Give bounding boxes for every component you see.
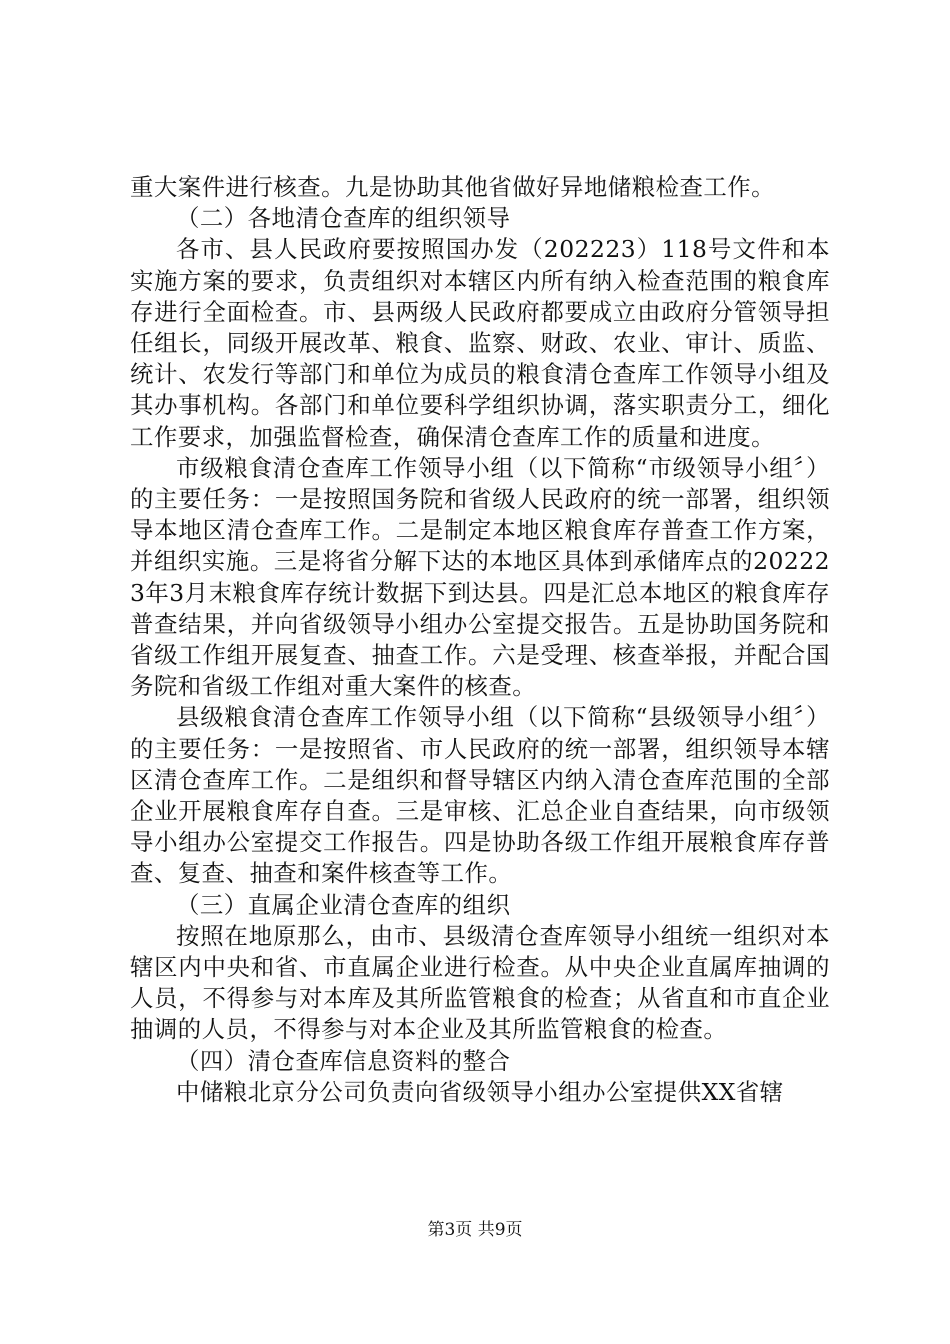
paragraph-local-organization: 各市、县人民政府要按照国办发（202223）118号文件和本实施方案的要求，负责组织对本辖区内所有纳入检查范围的粮食库存进行全面检查。市、县两级人民政府都要成立由政府分管领导担任组长，同级开展改革、粮食、监察、财政、农业、审计、质监、统计、农发行等部门和单位为成员的粮食清仓查库工作领导小组及其办事机构。各部门和单位要科学组织协调，落实职责分工，细化工作要求，加强监督检查，确保清仓查库工作的质量和进度。 (130, 235, 830, 451)
paragraph-information-integration: 中储粮北京分公司负责向省级领导小组办公室提供XX省辖 (176, 1077, 784, 1106)
paragraph-county-group-tasks: 县级粮食清仓查库工作领导小组（以下简称“县级领导小组〞）的主要任务：一是按照省、市人民政府的统一部署，组织领导本辖区清仓查库工作。二是组织和督导辖区内纳入清仓查库范围的全部企业开展粮食库存自查。三是审核、汇总企业自查结果，向市级领导小组办公室提交工作报告。四是协助各级工作组开展粮食库存普查、复查、抽查和案件核查等工作。 (130, 703, 830, 888)
paragraph-direct-enterprises: 按照在地原那么，由市、县级清仓查库领导小组统一组织对本辖区内中央和省、市直属企业进行检查。从中央企业直属库抽调的人员，不得参与对本库及其所监管粮食的检查；从省直和市直企业抽调的人员，不得参与对本企业及其所监管粮食的检查。 (130, 921, 830, 1044)
section-heading-4: （四）清仓查库信息资料的整合 (176, 1046, 511, 1075)
document-body (130, 172, 830, 1108)
section-heading-2: （二）各地清仓查库的组织领导 (176, 204, 511, 233)
paragraph-city-group-tasks: 市级粮食清仓查库工作领导小组（以下简称“市级领导小组〞）的主要任务：一是按照国务院和省级人民政府的统一部署，组织领导本地区清仓查库工作。二是制定本地区粮食库存普查工作方案，并组织实施。三是将省分解下达的本地区具体到承储库点的202223年3月末粮食库存统计数据下到达县。四是汇总本地区的粮食库存普查结果，并向省级领导小组办公室提交报告。五是协助国务院和省级工作组开展复查、抽查工作。六是受理、核查举报，并配合国务院和省级工作组对重大案件的核查。 (130, 453, 830, 701)
paragraph-continuation: 重大案件进行核查。九是协助其他省做好异地储粮检查工作。 (130, 173, 776, 201)
page-number-footer: 第3页 共9页 (427, 1220, 523, 1240)
section-heading-3: （三）直属企业清仓查库的组织 (176, 890, 511, 919)
